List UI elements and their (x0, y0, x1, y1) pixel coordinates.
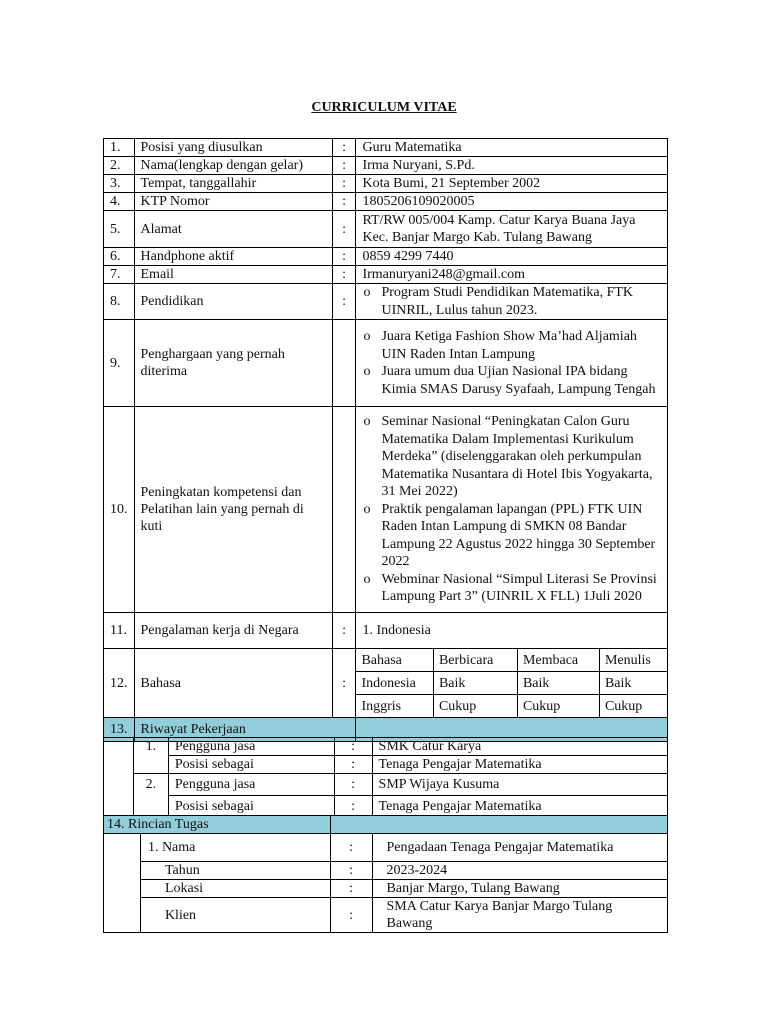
task-label: Tahun (140, 862, 330, 880)
table-cell: Cukup (433, 695, 517, 718)
row-number: 9. (104, 320, 135, 407)
row-number: 1. (104, 139, 135, 157)
colon: : (334, 796, 372, 817)
row-label: Penghargaan yang pernah diterima (134, 320, 332, 407)
table-row (104, 796, 668, 817)
spacer-cell (104, 834, 141, 933)
row-label: Pengalaman kerja di Negara (134, 613, 332, 649)
row-value (356, 320, 668, 407)
colon: : (330, 898, 372, 933)
colon: : (330, 862, 372, 880)
page-title: CURRICULUM VITAE (311, 100, 457, 115)
task-value: Banjar Margo, Tulang Bawang (372, 880, 667, 898)
table-row (104, 284, 668, 320)
row-label: Pendidikan (134, 284, 332, 320)
spacer-cell (104, 738, 134, 817)
row-number: 12. (104, 649, 135, 718)
entry-number: 2. (133, 774, 168, 817)
colon: : (332, 139, 356, 157)
list-item: o Juara umum dua Ujian Nasional IPA bidang Kimia SMAS Darusy Syafaah, Lampung Tengah (362, 363, 661, 398)
table-row (104, 157, 668, 175)
table-header: Membaca (517, 649, 599, 672)
list-item: o Praktik pengalaman lapangan (PPL) FTK UIN Raden Intan Lampung di SMKN 08 Bandar Lampung 22 Agustus 2022 hingga 30 September 2022 (362, 501, 661, 571)
task-label: Klien (140, 898, 330, 933)
row-number: 11. (104, 613, 135, 649)
colon: : (332, 193, 356, 211)
row-value: RT/RW 005/004 Kamp. Catur Karya Buana Jaya Kec. Banjar Margo Kab. Tulang Bawang (356, 211, 668, 248)
bullet-list (362, 413, 661, 606)
colon: : (332, 211, 356, 248)
row-label: Peningkatan kompetensi dan Pelatihan lain yang pernah di kuti (134, 407, 332, 613)
colon: : (334, 756, 372, 774)
table-row (104, 756, 668, 774)
table-cell: Baik (433, 672, 517, 695)
row-number: 2. (104, 157, 135, 175)
colon (332, 407, 356, 613)
table-row (356, 649, 667, 672)
row-value: 1. Indonesia (356, 613, 668, 649)
section-filler (330, 816, 667, 834)
row-label: Email (134, 266, 332, 284)
entry-value: Tenaga Pengajar Matematika (372, 796, 667, 817)
table-header: Berbicara (433, 649, 517, 672)
table-cell: Baik (517, 672, 599, 695)
colon: : (332, 284, 356, 320)
table-row (104, 738, 668, 756)
language-table (356, 649, 667, 717)
colon: : (332, 248, 356, 266)
row-number: 10. (104, 407, 135, 613)
row-number: 8. (104, 284, 135, 320)
list-item: o Juara Ketiga Fashion Show Ma’had Aljamiah UIN Raden Intan Lampung (362, 328, 661, 363)
table-row (104, 834, 668, 862)
colon (332, 320, 356, 407)
table-row (356, 695, 667, 718)
entry-value: Tenaga Pengajar Matematika (372, 756, 667, 774)
row-label: Nama(lengkap dengan gelar) (134, 157, 332, 175)
colon: : (332, 157, 356, 175)
entry-label: Posisi sebagai (168, 756, 334, 774)
entry-label: Pengguna jasa (168, 738, 334, 756)
row-label: Tempat, tanggallahir (134, 175, 332, 193)
table-row (356, 672, 667, 695)
colon: : (332, 175, 356, 193)
table-header: Menulis (599, 649, 667, 672)
table-row (104, 248, 668, 266)
bullet-list (362, 284, 661, 319)
table-row (104, 880, 668, 898)
colon: : (334, 774, 372, 796)
row-value: Irmanuryani248@gmail.com (356, 266, 668, 284)
table-row (104, 211, 668, 248)
list-item: o Seminar Nasional “Peningkatan Calon Guru Matematika Dalam Implementasi Kurikulum Merdeka” (diselenggarakan oleh perkumpulan Matematika Nusantara di Hotel Ibis Yogyakarta, 31 Mei 2022) (362, 413, 661, 501)
row-label: Posisi yang diusulkan (134, 139, 332, 157)
language-cell (356, 649, 668, 718)
table-row (104, 175, 668, 193)
colon: : (332, 266, 356, 284)
entry-value: SMP Wijaya Kusuma (372, 774, 667, 796)
row-label: Bahasa (134, 649, 332, 718)
row-value (356, 407, 668, 613)
entry-label: Posisi sebagai (168, 796, 334, 817)
task-label: Lokasi (140, 880, 330, 898)
table-row (104, 193, 668, 211)
row-value: Guru Matematika (356, 139, 668, 157)
row-label: Handphone aktif (134, 248, 332, 266)
table-row (104, 862, 668, 880)
row-number: 4. (104, 193, 135, 211)
table-row (104, 898, 668, 933)
colon: : (330, 834, 372, 862)
table-cell: Cukup (517, 695, 599, 718)
table-cell: Cukup (599, 695, 667, 718)
work-history-table (103, 737, 668, 817)
table-cell: Indonesia (356, 672, 433, 695)
task-details-table (103, 815, 668, 933)
task-label: 1. Nama (140, 834, 330, 862)
colon: : (334, 738, 372, 756)
row-number: 7. (104, 266, 135, 284)
table-row (104, 266, 668, 284)
colon: : (332, 649, 356, 718)
cv-table (103, 138, 668, 742)
table-row (104, 320, 668, 407)
table-cell: Baik (599, 672, 667, 695)
task-value: 2023-2024 (372, 862, 667, 880)
list-item: o Program Studi Pendidikan Matematika, FTK UINRIL, Lulus tahun 2023. (362, 284, 661, 319)
table-row (104, 139, 668, 157)
table-row (104, 407, 668, 613)
task-value: Pengadaan Tenaga Pengajar Matematika (372, 834, 667, 862)
row-label: KTP Nomor (134, 193, 332, 211)
entry-value: SMK Catur Karya (372, 738, 667, 756)
row-value: Kota Bumi, 21 September 2002 (356, 175, 668, 193)
table-row (104, 649, 668, 718)
row-value (356, 284, 668, 320)
list-item: o Webminar Nasional “Simpul Literasi Se Provinsi Lampung Part 3” (UINRIL X FLL) 1Juli 2020 (362, 571, 661, 606)
section-header (104, 816, 668, 834)
row-value: Irma Nuryani, S.Pd. (356, 157, 668, 175)
colon: : (332, 613, 356, 649)
row-number: 5. (104, 211, 135, 248)
colon: : (330, 880, 372, 898)
section-title: 14. Rincian Tugas (104, 816, 331, 834)
row-value: 1805206109020005 (356, 193, 668, 211)
row-number: 3. (104, 175, 135, 193)
table-header: Bahasa (356, 649, 433, 672)
row-label: Alamat (134, 211, 332, 248)
entry-number: 1. (133, 738, 168, 774)
table-row (104, 774, 668, 796)
bullet-list (362, 328, 661, 398)
task-value: SMA Catur Karya Banjar Margo Tulang Bawang (372, 898, 667, 933)
section-title: Riwayat Pekerjaan (134, 718, 356, 742)
row-value: 0859 4299 7440 (356, 248, 668, 266)
entry-label: Pengguna jasa (168, 774, 334, 796)
table-row (104, 613, 668, 649)
table-cell: Inggris (356, 695, 433, 718)
row-number: 13. (104, 718, 135, 742)
row-number: 6. (104, 248, 135, 266)
